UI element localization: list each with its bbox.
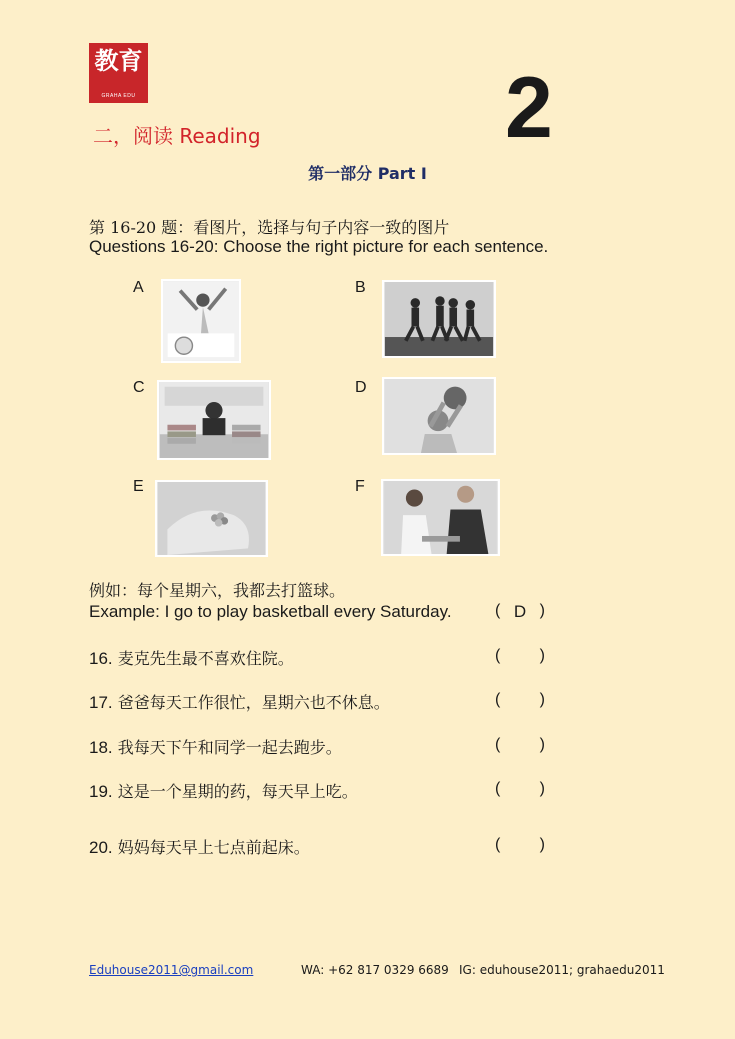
- example-chinese: 例如：每个星期六，我都去打篮球。: [89, 581, 346, 600]
- example-answer-box: [495, 602, 545, 622]
- example-open-paren: (: [495, 602, 501, 619]
- close-paren: ): [539, 836, 545, 853]
- option-e-letter: E: [133, 478, 144, 495]
- instruction-english: Questions 16-20: Choose the right picture for each sentence.: [89, 237, 549, 256]
- question-text: 麦克先生最不喜欢住院。: [117, 649, 294, 668]
- question-18: [89, 735, 342, 758]
- option-c-image: [157, 380, 271, 460]
- question-number: 16.: [89, 649, 113, 668]
- answer-box-20[interactable]: [495, 836, 545, 854]
- footer-whatsapp: WA: +62 817 0329 6689: [301, 963, 449, 977]
- logo-subtext: GRAHA EDU: [101, 93, 136, 99]
- answer-box-19[interactable]: [495, 780, 545, 798]
- question-number: 20.: [89, 838, 113, 857]
- open-paren: (: [495, 736, 501, 753]
- option-f-image: [381, 479, 500, 556]
- question-17: [89, 690, 390, 713]
- question-19: [89, 779, 358, 802]
- option-d-letter: D: [355, 379, 367, 396]
- open-paren: (: [495, 836, 501, 853]
- email-link[interactable]: Eduhouse2011@gmail.com: [89, 963, 254, 977]
- logo: [89, 43, 148, 103]
- answer-box-16[interactable]: [495, 647, 545, 665]
- example-close-paren: ): [539, 602, 545, 619]
- open-paren: (: [495, 647, 501, 664]
- option-d-image: [382, 377, 496, 455]
- footer-email[interactable]: [89, 963, 253, 977]
- question-text: 这是一个星期的药，每天早上吃。: [117, 782, 358, 801]
- close-paren: ): [539, 736, 545, 753]
- question-number: 18.: [89, 738, 113, 757]
- option-a-letter: A: [133, 279, 144, 296]
- option-e-image: [155, 480, 268, 557]
- open-paren: (: [495, 691, 501, 708]
- footer-instagram: IG: eduhouse2011; grahaedu2011: [459, 963, 665, 977]
- option-b-image: [382, 280, 496, 358]
- close-paren: ): [539, 691, 545, 708]
- option-a-image: [161, 279, 241, 363]
- question-20: [89, 835, 310, 858]
- example-answer: D: [513, 602, 527, 621]
- question-text: 我每天下午和同学一起去跑步。: [117, 738, 342, 757]
- question-16: [89, 646, 294, 669]
- close-paren: ): [539, 780, 545, 797]
- question-text: 妈妈每天早上七点前起床。: [117, 838, 310, 857]
- option-f-letter: F: [355, 478, 365, 495]
- logo-glyph: 教育: [94, 46, 143, 75]
- question-text: 爸爸每天工作很忙，星期六也不休息。: [117, 693, 390, 712]
- part-title: 第一部分 Part I: [308, 164, 427, 183]
- answer-box-17[interactable]: [495, 691, 545, 709]
- page-number: 2: [505, 60, 553, 156]
- question-number: 17.: [89, 693, 113, 712]
- option-c-letter: C: [133, 379, 145, 396]
- section-title: 二，阅读 Reading: [93, 124, 261, 148]
- option-b-letter: B: [355, 279, 366, 296]
- example-english: Example: I go to play basketball every Saturday.: [89, 602, 452, 621]
- question-number: 19.: [89, 782, 113, 801]
- close-paren: ): [539, 647, 545, 664]
- open-paren: (: [495, 780, 501, 797]
- answer-box-18[interactable]: [495, 736, 545, 754]
- instruction-chinese: 第 16-20 题：看图片，选择与句子内容一致的图片: [89, 218, 450, 237]
